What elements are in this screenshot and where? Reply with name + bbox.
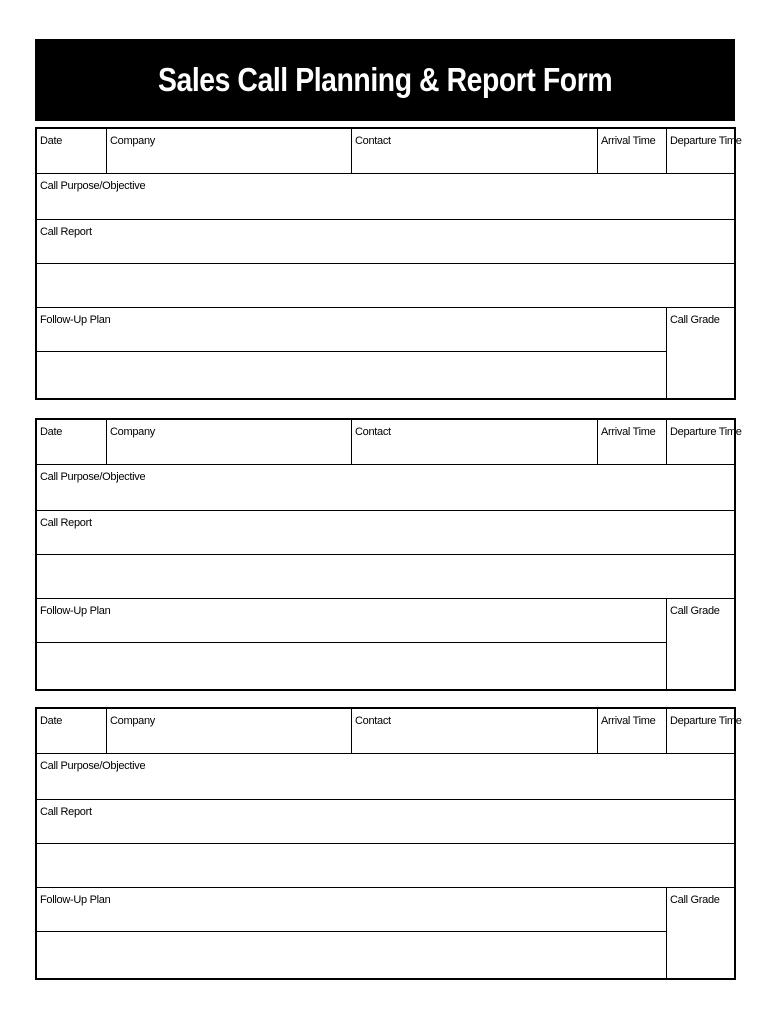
- departure-time-field[interactable]: [666, 129, 742, 173]
- call-report-label: Call Report: [40, 806, 92, 818]
- company-field[interactable]: [106, 420, 351, 464]
- contact-field[interactable]: [351, 129, 597, 173]
- call-block-2: [35, 418, 742, 691]
- departure-time-label: Departure Time: [670, 135, 742, 147]
- call-report-line-2[interactable]: [37, 844, 734, 888]
- call-report-line-2[interactable]: [37, 264, 734, 308]
- follow-up-plan-field[interactable]: [37, 888, 666, 932]
- date-field[interactable]: [37, 129, 106, 173]
- arrival-time-field[interactable]: [597, 420, 666, 464]
- follow-up-plan-line-2[interactable]: [37, 932, 666, 978]
- contact-label: Contact: [355, 135, 391, 147]
- call-block-1: [35, 127, 742, 400]
- form-title: Sales Call Planning & Report Form: [157, 61, 613, 98]
- header-row: [37, 420, 742, 465]
- date-label: Date: [40, 426, 63, 438]
- call-purpose-field[interactable]: [37, 174, 734, 220]
- call-grade-label: Call Grade: [670, 605, 720, 617]
- arrival-time-field[interactable]: [597, 709, 666, 753]
- call-report-field[interactable]: [37, 800, 734, 844]
- company-label: Company: [110, 135, 155, 147]
- follow-up-plan-field[interactable]: [37, 308, 666, 352]
- call-report-label: Call Report: [40, 517, 92, 529]
- follow-up-plan-line-2[interactable]: [37, 352, 666, 398]
- contact-label: Contact: [355, 426, 391, 438]
- call-grade-field[interactable]: [666, 888, 734, 978]
- form-title-bar: [35, 39, 735, 121]
- contact-label: Contact: [355, 715, 391, 727]
- header-row: [37, 709, 742, 754]
- date-label: Date: [40, 715, 63, 727]
- arrival-time-label: Arrival Time: [601, 715, 656, 727]
- header-row: [37, 129, 742, 174]
- departure-time-label: Departure Time: [670, 426, 742, 438]
- date-field[interactable]: [37, 709, 106, 753]
- company-label: Company: [110, 715, 155, 727]
- company-field[interactable]: [106, 709, 351, 753]
- arrival-time-label: Arrival Time: [601, 426, 656, 438]
- call-report-field[interactable]: [37, 511, 734, 555]
- follow-up-plan-label: Follow-Up Plan: [40, 314, 111, 326]
- call-block-3: [35, 707, 742, 980]
- follow-up-plan-field[interactable]: [37, 599, 666, 643]
- call-purpose-field[interactable]: [37, 754, 734, 800]
- contact-field[interactable]: [351, 709, 597, 753]
- date-field[interactable]: [37, 420, 106, 464]
- company-field[interactable]: [106, 129, 351, 173]
- departure-time-field[interactable]: [666, 420, 742, 464]
- follow-up-plan-label: Follow-Up Plan: [40, 605, 111, 617]
- call-grade-label: Call Grade: [670, 314, 720, 326]
- call-grade-field[interactable]: [666, 308, 734, 398]
- contact-field[interactable]: [351, 420, 597, 464]
- company-label: Company: [110, 426, 155, 438]
- call-grade-label: Call Grade: [670, 894, 720, 906]
- arrival-time-field[interactable]: [597, 129, 666, 173]
- follow-up-plan-label: Follow-Up Plan: [40, 894, 111, 906]
- departure-time-field[interactable]: [666, 709, 742, 753]
- call-purpose-label: Call Purpose/Objective: [40, 180, 146, 192]
- call-report-label: Call Report: [40, 226, 92, 238]
- date-label: Date: [40, 135, 63, 147]
- follow-up-plan-line-2[interactable]: [37, 643, 666, 689]
- call-purpose-field[interactable]: [37, 465, 734, 511]
- call-purpose-label: Call Purpose/Objective: [40, 471, 146, 483]
- call-purpose-label: Call Purpose/Objective: [40, 760, 146, 772]
- call-report-line-2[interactable]: [37, 555, 734, 599]
- departure-time-label: Departure Time: [670, 715, 742, 727]
- call-report-field[interactable]: [37, 220, 734, 264]
- call-grade-field[interactable]: [666, 599, 734, 689]
- arrival-time-label: Arrival Time: [601, 135, 656, 147]
